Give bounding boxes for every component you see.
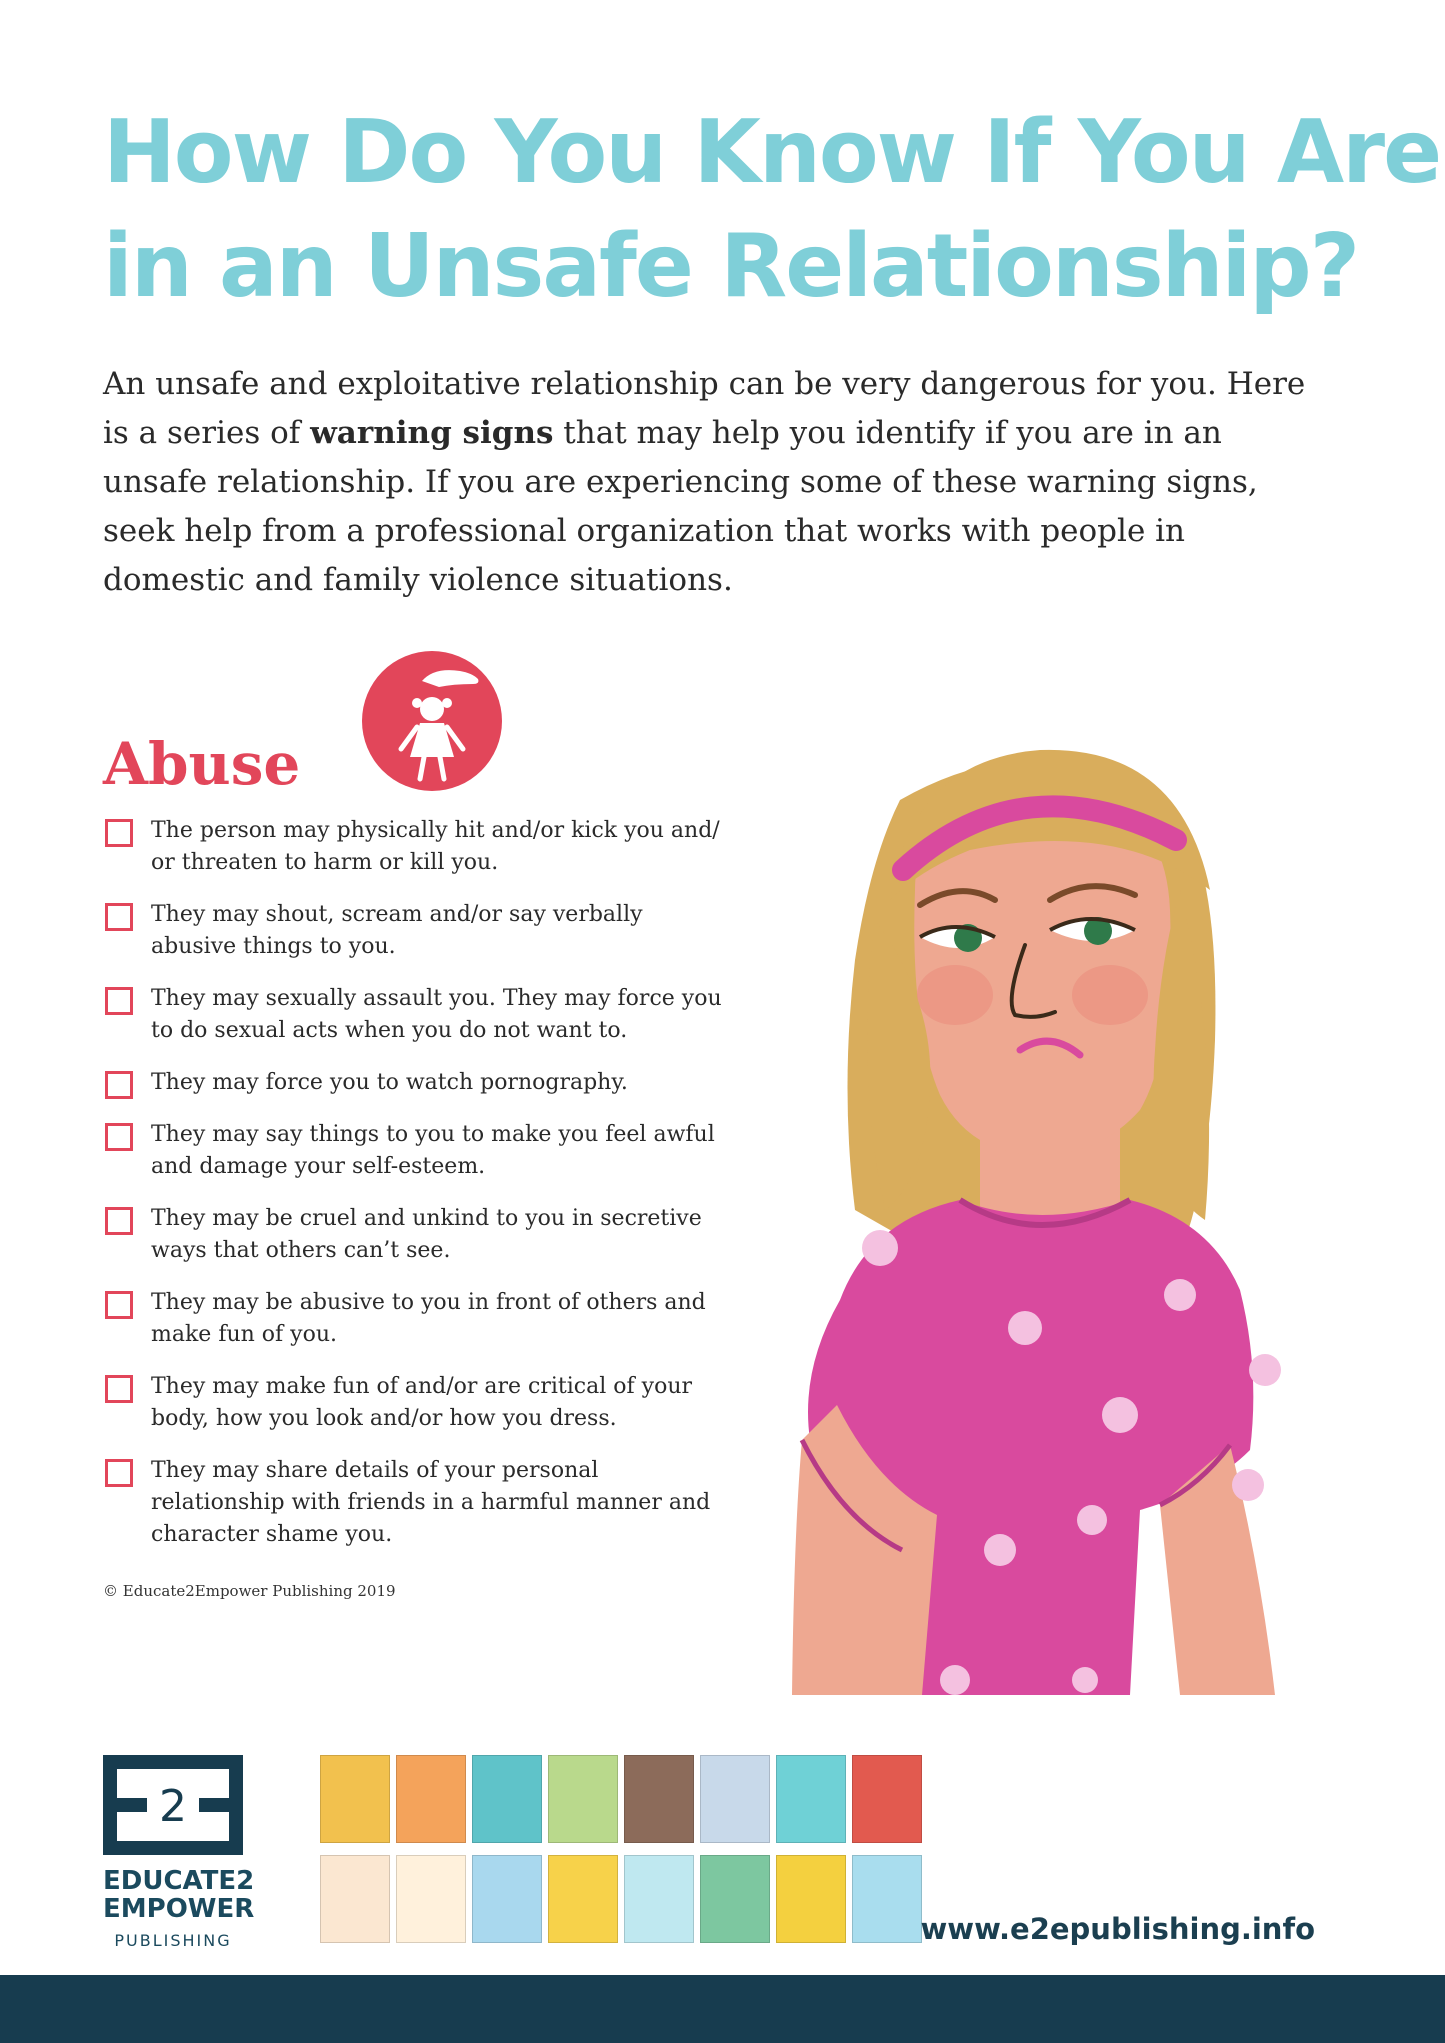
checklist-item: [103, 1119, 723, 1183]
book-cover: [548, 1755, 618, 1843]
svg-text:2: 2: [159, 1781, 187, 1832]
e2e-logo: [103, 1755, 255, 1950]
checklist-item-text: They may force you to watch pornography.: [151, 1070, 628, 1095]
checklist-item: [103, 1371, 723, 1435]
checkbox[interactable]: [105, 1123, 133, 1151]
checkbox[interactable]: [105, 1207, 133, 1235]
book-cover: [852, 1855, 922, 1943]
footer-bar: [0, 1975, 1445, 2043]
book-covers-grid: [320, 1755, 925, 1945]
checklist-item: [103, 1287, 723, 1351]
checklist-item-text: They may be cruel and unkind to you in secretive ways that others can’t see.: [151, 1206, 702, 1263]
logo-line-3: PUBLISHING: [114, 1931, 232, 1950]
checkbox[interactable]: [105, 903, 133, 931]
checklist-item-text: The person may physically hit and/or kick you and/ or threaten to harm or kill you.: [151, 818, 720, 875]
book-cover: [472, 1855, 542, 1943]
checkbox[interactable]: [105, 1291, 133, 1319]
checklist-item-text: They may say things to you to make you feel awful and damage your self-esteem.: [151, 1122, 715, 1179]
e2e-logo-mark: [103, 1755, 243, 1855]
checklist-item: [103, 1067, 723, 1099]
book-cover: [852, 1755, 922, 1843]
book-cover: [624, 1755, 694, 1843]
book-cover: [320, 1755, 390, 1843]
title-line-1: How Do You Know If You Are: [103, 101, 1441, 203]
checklist-item-text: They may shout, scream and/or say verbally abusive things to you.: [151, 902, 643, 959]
checklist-item: [103, 815, 723, 879]
copyright-notice: © Educate2Empower Publishing 2019: [103, 1582, 396, 1600]
book-cover: [396, 1855, 466, 1943]
intro-bold-text: warning signs: [310, 415, 554, 451]
checklist-item: [103, 1203, 723, 1267]
checkbox[interactable]: [105, 1071, 133, 1099]
website-link[interactable]: www.e2epublishing.info: [920, 1912, 1315, 1946]
checkbox[interactable]: [105, 987, 133, 1015]
logo-line-1: EDUCATE2: [103, 1866, 255, 1896]
intro-text-2: that may help you identify if you are in an unsafe relationship. If you are experiencing some of these warning signs, seek help from a professional organization that works with people in domestic and family violence situations.: [103, 415, 1258, 598]
checkbox[interactable]: [105, 1375, 133, 1403]
checklist-item-text: They may sexually assault you. They may force you to do sexual acts when you do not want to.: [151, 986, 722, 1043]
warning-signs-checklist: [103, 815, 723, 1551]
checklist-item: [103, 899, 723, 963]
checkbox[interactable]: [105, 819, 133, 847]
checklist-item-text: They may make fun of and/or are critical of your body, how you look and/or how you dress.: [151, 1374, 692, 1431]
checklist-item-text: They may share details of your personal relationship with friends in a harmful manner and character shame you.: [151, 1458, 711, 1547]
checklist-item: [103, 1455, 723, 1551]
section-heading: Abuse: [103, 730, 301, 798]
book-cover: [776, 1755, 846, 1843]
intro-text-1: An unsafe and exploitative relationship can be very dangerous for you. Here is a series of: [103, 366, 1306, 451]
book-cover: [472, 1755, 542, 1843]
book-cover: [396, 1755, 466, 1843]
book-cover: [700, 1755, 770, 1843]
sad-girl-illustration: [780, 740, 1300, 1695]
book-cover: [548, 1855, 618, 1943]
book-cover: [624, 1855, 694, 1943]
book-cover: [700, 1855, 770, 1943]
book-cover: [776, 1855, 846, 1943]
title-line-2: in an Unsafe Relationship?: [103, 215, 1359, 317]
child-abuse-icon: [362, 651, 502, 791]
book-cover: [320, 1855, 390, 1943]
intro-paragraph: [103, 360, 1333, 605]
logo-line-2: EMPOWER: [103, 1894, 255, 1924]
checklist-item-text: They may be abusive to you in front of others and make fun of you.: [151, 1290, 706, 1347]
checklist-item: [103, 983, 723, 1047]
checkbox[interactable]: [105, 1459, 133, 1487]
page-title: [103, 95, 1441, 323]
